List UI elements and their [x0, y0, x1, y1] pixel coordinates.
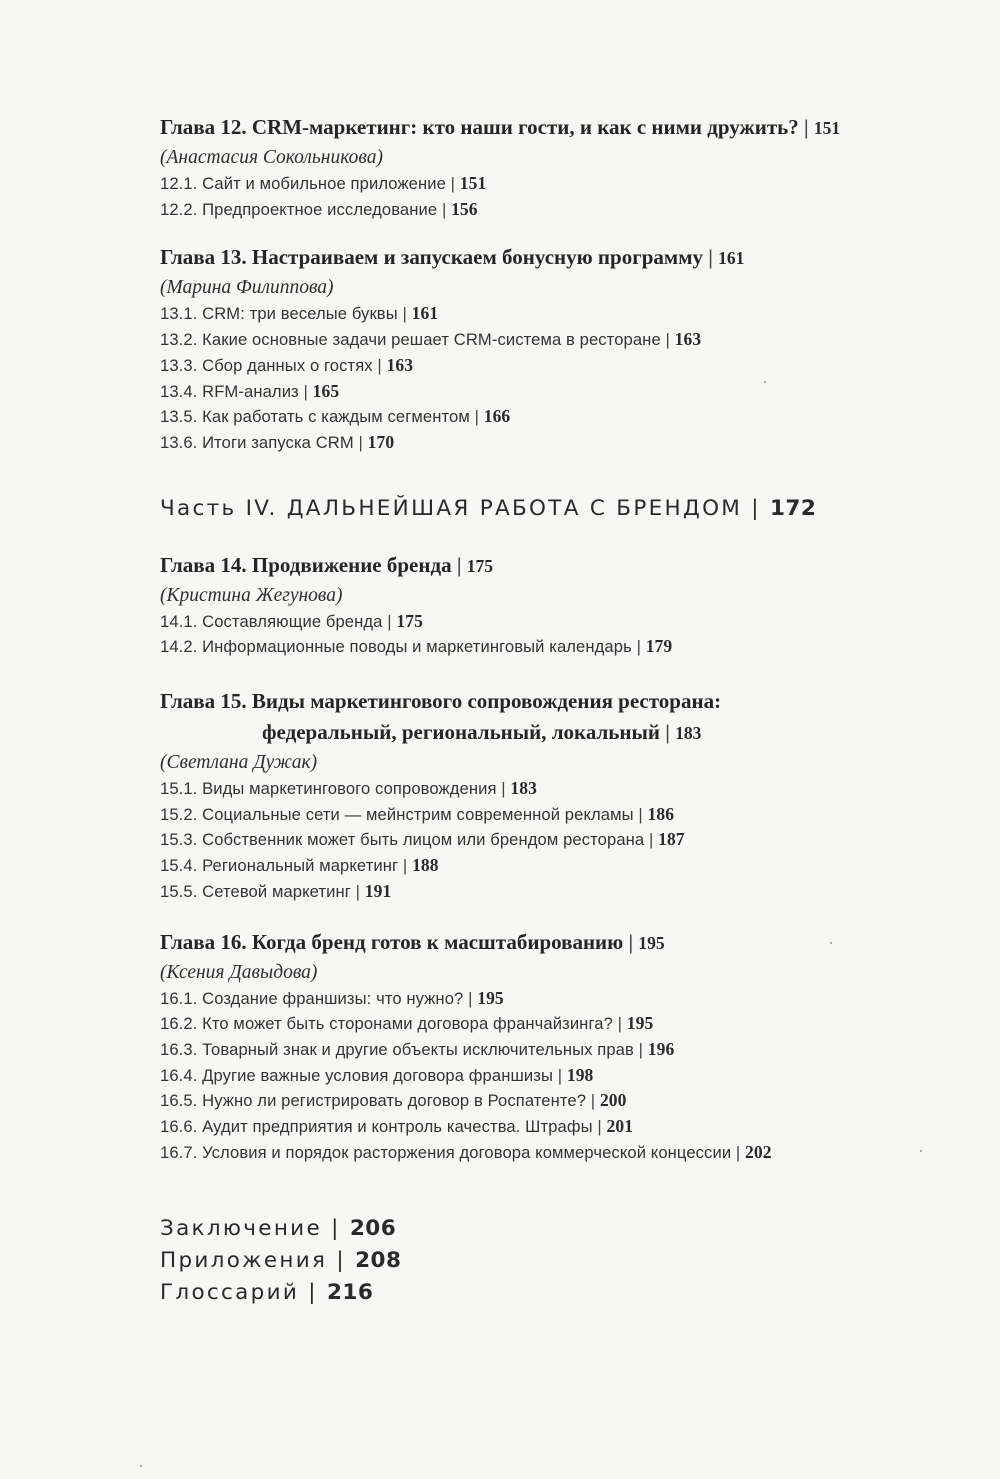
section-page-number: 151 [459, 173, 487, 193]
separator: | [468, 988, 473, 1008]
separator: | [638, 804, 643, 824]
part-heading [160, 494, 960, 524]
separator: | [751, 495, 761, 521]
end-matter-item [160, 1245, 960, 1277]
section-label: 12.1. Сайт и мобильное приложение [160, 174, 446, 193]
section-item [160, 1114, 960, 1140]
section-page-number: 195 [477, 987, 504, 1008]
section-page-number: 191 [364, 880, 392, 901]
chapter-page-number: 175 [466, 555, 493, 576]
end-matter [160, 1213, 960, 1309]
section-item [160, 197, 960, 223]
section-label: 15.2. Социальные сети — мейнстрим современной рекламы [160, 804, 634, 824]
section-page-number: 179 [645, 636, 673, 657]
end-matter-item [160, 1277, 960, 1309]
section-label: 13.3. Сбор данных о гостях [160, 355, 373, 375]
chapter-title-text: Глава 14. Продвижение бренда [160, 552, 452, 577]
section-label: 13.4. RFM-анализ [160, 381, 299, 401]
section-label: 16.4. Другие важные условия договора франшизы [160, 1065, 553, 1085]
section-page-number: 166 [483, 406, 511, 427]
section-label: 13.1. CRM: три веселые буквы [160, 304, 398, 324]
separator: | [450, 174, 456, 193]
separator: | [402, 856, 408, 876]
separator: | [665, 720, 670, 745]
separator: | [308, 1280, 318, 1306]
section-label: 15.4. Региональный маркетинг [160, 856, 399, 876]
section-item [160, 609, 960, 635]
section-page-number: 163 [674, 329, 702, 350]
chapter-author: (Анастасия Сокольникова) [160, 147, 383, 168]
part-title: Часть IV. ДАЛЬНЕЙШАЯ РАБОТА С БРЕНДОМ [160, 495, 743, 521]
section-page-number: 183 [510, 778, 537, 799]
separator: | [387, 611, 392, 631]
separator: | [648, 830, 654, 850]
section-page-number: 175 [396, 610, 423, 631]
section-page-number: 165 [312, 380, 340, 401]
separator: | [358, 432, 363, 452]
section-item [160, 986, 960, 1012]
section-page-number: 201 [606, 1116, 634, 1137]
chapter-page-number: 183 [675, 723, 702, 744]
section-label: 16.5. Нужно ли регистрировать договор в Роспатенте? [160, 1091, 587, 1111]
end-matter-page-number: 216 [326, 1280, 374, 1306]
section-label: 16.3. Товарный знак и другие объекты исключительных прав [160, 1039, 634, 1059]
separator: | [638, 1039, 644, 1059]
section-item [160, 1088, 960, 1114]
section-item [160, 171, 960, 197]
section-item [160, 634, 960, 660]
section-page-number: 202 [745, 1141, 772, 1162]
separator: | [628, 929, 634, 954]
section-label: 16.6. Аудит предприятия и контроль качества. Штрафы [160, 1117, 593, 1137]
section-page-number: 200 [599, 1090, 627, 1111]
section-item [160, 879, 960, 905]
section-page-number: 196 [647, 1038, 675, 1059]
scan-speck [830, 942, 832, 944]
part-page-number: 172 [769, 495, 817, 521]
separator: | [708, 245, 713, 270]
chapter-title-cont-text: федеральный, региональный, локальный [262, 720, 660, 745]
section-item [160, 1037, 960, 1063]
end-matter-label: Заключение [160, 1216, 322, 1242]
section-item [160, 430, 960, 456]
section-page-number: 198 [566, 1064, 594, 1085]
section-label: 14.1. Составляющие бренда [160, 611, 383, 631]
chapter-page-number: 195 [638, 932, 665, 953]
section-page-number: 195 [626, 1013, 654, 1034]
scan-speck [764, 381, 766, 383]
end-matter-page-number: 206 [349, 1216, 397, 1242]
separator: | [617, 1014, 623, 1034]
section-page-number: 187 [658, 829, 685, 850]
section-item [160, 802, 960, 828]
section-item [160, 853, 960, 879]
section-item [160, 353, 960, 379]
separator: | [336, 1248, 346, 1274]
section-label: 15.5. Сетевой маркетинг [160, 881, 351, 901]
separator: | [474, 407, 479, 427]
separator: | [597, 1117, 602, 1137]
section-item [160, 1011, 960, 1037]
section-label: 13.2. Какие основные задачи решает CRM-система в ресторане [160, 330, 661, 350]
end-matter-item [160, 1213, 960, 1245]
section-page-number: 156 [451, 198, 478, 219]
section-item [160, 404, 960, 430]
section-label: 14.2. Информационные поводы и маркетинговый календарь [160, 637, 632, 657]
chapter-14 [160, 550, 960, 660]
section-item [160, 301, 960, 327]
section-page-number: 161 [411, 303, 439, 324]
section-item [160, 827, 960, 853]
separator: | [557, 1065, 563, 1085]
chapter-title-text: Глава 13. Настраиваем и запускаем бонусную программу [160, 245, 704, 270]
section-label: 13.5. Как работать с каждым сегментом [160, 407, 470, 427]
section-label: 15.1. Виды маркетингового сопровождения [160, 779, 497, 799]
chapter-title [160, 686, 960, 749]
section-label: 15.3. Собственник может быть лицом или брендом ресторана [160, 830, 645, 850]
separator: | [804, 115, 809, 139]
section-page-number: 170 [367, 431, 395, 452]
separator: | [456, 552, 462, 577]
section-label: 16.1. Создание франшизы: что нужно? [160, 988, 464, 1008]
table-of-contents [160, 112, 960, 1309]
chapter-author: (Кристина Жегунова) [160, 584, 343, 606]
separator: | [441, 199, 447, 219]
section-label: 13.6. Итоги запуска CRM [160, 432, 354, 452]
chapter-13 [160, 242, 960, 455]
section-item [160, 1140, 960, 1166]
section-item [160, 776, 960, 802]
chapter-title-text: Глава 15. Виды маркетингового сопровождения ресторана: [160, 689, 722, 714]
section-label: 16.2. Кто может быть сторонами договора франчайзинга? [160, 1014, 613, 1034]
section-label: 16.7. Условия и порядок расторжения договора коммерческой концессии [160, 1142, 732, 1162]
chapter-15 [160, 686, 960, 905]
chapter-title-text: Глава 12. CRM-маркетинг: кто наши гости, и как с ними дружить? [160, 115, 799, 139]
end-matter-label: Приложения [160, 1248, 328, 1274]
chapter-page-number: 151 [813, 118, 841, 138]
chapter-12 [160, 112, 960, 222]
separator: | [665, 330, 670, 350]
chapter-title-continuation [160, 717, 960, 749]
scan-speck [920, 1150, 922, 1152]
chapter-title [160, 242, 960, 274]
section-item [160, 327, 960, 353]
section-page-number: 163 [386, 354, 414, 375]
chapter-page-number: 161 [718, 248, 745, 269]
section-page-number: 186 [647, 803, 675, 824]
separator: | [303, 381, 308, 401]
chapter-16 [160, 927, 960, 1166]
chapter-title-text: Глава 16. Когда бренд готов к масштабированию [160, 929, 624, 954]
section-label: 12.2. Предпроектное исследование [160, 199, 438, 219]
separator: | [735, 1142, 741, 1162]
chapter-author: (Марина Филиппова) [160, 277, 334, 299]
separator: | [501, 779, 506, 799]
separator: | [331, 1216, 341, 1242]
chapter-author: (Светлана Дужак) [160, 752, 318, 774]
section-item [160, 1063, 960, 1089]
separator: | [590, 1091, 596, 1111]
scan-speck [140, 1465, 142, 1467]
end-matter-label: Глоссарий [160, 1280, 300, 1306]
chapter-title [160, 927, 960, 959]
chapter-title [160, 112, 960, 144]
separator: | [355, 881, 361, 901]
section-item [160, 379, 960, 405]
separator: | [377, 355, 382, 375]
chapter-title [160, 550, 960, 582]
separator: | [636, 637, 641, 657]
separator: | [402, 304, 407, 324]
end-matter-page-number: 208 [355, 1248, 402, 1274]
chapter-author: (Ксения Давыдова) [160, 961, 318, 983]
section-page-number: 188 [412, 855, 439, 876]
